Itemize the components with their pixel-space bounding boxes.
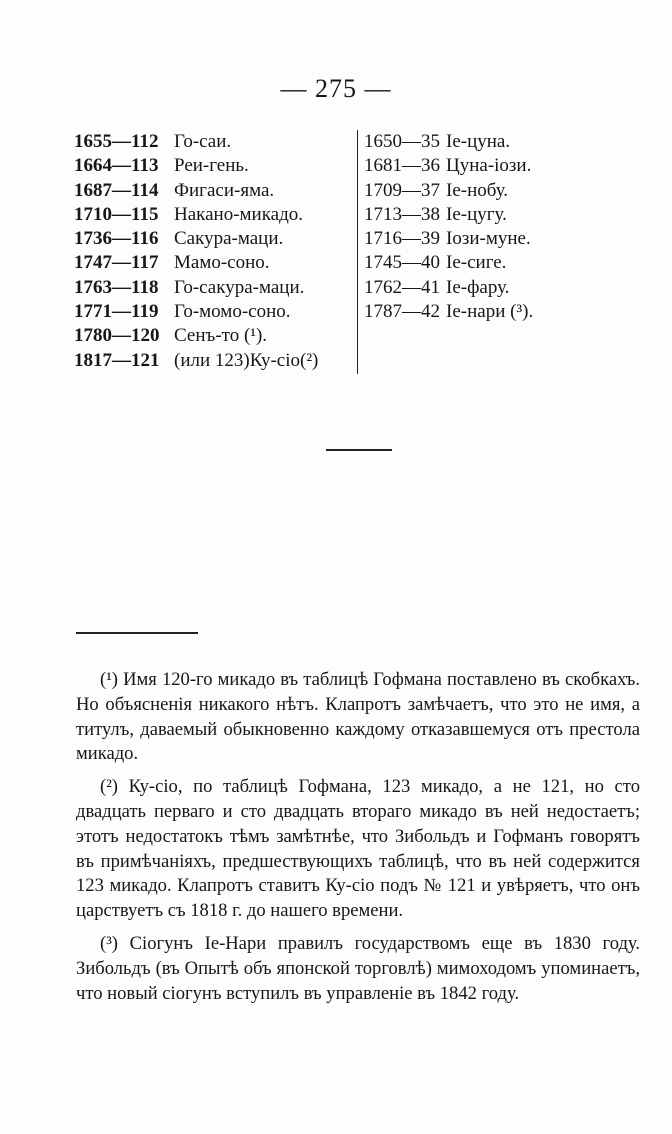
name-cell: Іе-сиге. [446,252,507,274]
name-cell: Іози-муне. [446,228,531,250]
year-cell: 1713—38 [364,203,440,225]
footnotes [76,668,640,1014]
table-row [74,349,356,373]
name-cell: Го-саи. [174,131,232,152]
table-row [74,179,356,203]
name-cell: Мамо-соно. [174,252,270,274]
year-cell: 1771—119 [74,301,159,323]
table-row [74,276,356,300]
table-row [74,203,356,227]
year-cell: 1655—112 [74,131,159,152]
name-cell: Цуна-іози. [446,155,532,177]
name-cell: Іе-цугу. [446,203,507,225]
footnote-marker: (³) [100,932,118,954]
footnote-text: Сіогунъ Іе-Нари правилъ государствомъ еще въ 1830 году. Зибольдъ (въ Опытѣ объ японской торговлѣ) мимоходомъ упоминаетъ, что новый сіогунъ вступилъ въ управленіе въ 1842 году. [76,932,640,1004]
year-cell: 1681—36 [364,155,440,177]
table-row [364,276,594,300]
year-cell: 1745—40 [364,252,440,274]
name-cell: Го-момо-соно. [174,301,291,323]
page-number: — 275 — [280,74,392,103]
footnote-text: Имя 120-го микадо въ таблицѣ Гофмана поставлено въ скобкахъ. Но объясненія никакого нѣтъ. Клапротъ замѣчаетъ, что это не имя, а титулъ, даваемый обыкновенно каждому отказавшемуся отъ престола микадо. [76,669,640,765]
name-cell: Накано-микадо. [174,203,304,225]
name-cell: Іе-нобу. [446,179,509,201]
year-cell: 1709—37 [364,179,440,201]
section-rule [326,449,392,451]
footnote-2 [76,775,640,924]
year-cell: 1763—118 [74,276,159,298]
year-cell: 1780—120 [74,325,160,347]
table-row [74,300,356,324]
footnote-marker: (¹) [100,669,118,690]
year-cell: 1747—117 [74,252,159,274]
year-cell: 1687—114 [74,179,159,201]
shogun-column [364,130,594,324]
column-divider [357,130,358,374]
table-row [74,130,356,154]
table-row [364,154,594,178]
footnote-1 [76,668,640,767]
table-row [364,179,594,203]
table-row [74,324,356,348]
name-cell: Сенъ-то (¹). [174,325,268,347]
year-cell: 1650—35 [364,131,440,152]
table-row [364,300,594,324]
name-cell: Іе-нари (³). [446,301,534,323]
year-cell: 1817—121 [74,349,160,371]
name-cell: Реи-гень. [174,155,249,177]
table-row [364,130,594,154]
table-row [364,227,594,251]
footnote-3 [76,932,640,1006]
year-cell: 1762—41 [364,276,440,298]
footnote-marker: (²) [100,776,118,798]
year-cell: 1716—39 [364,228,440,250]
name-cell: Го-сакура-маци. [174,276,305,298]
name-cell: Фигаси-яма. [174,179,275,201]
name-cell: (или 123)Ку-сіо(²) [174,349,319,371]
table-row [364,251,594,275]
table-row [364,203,594,227]
table-row [74,227,356,251]
name-cell: Сакура-маци. [174,228,284,250]
year-cell: 1787—42 [364,301,440,323]
table-row [74,251,356,275]
mikado-column [74,130,356,373]
table-row [74,154,356,178]
name-cell: Іе-фару. [446,276,510,298]
footnote-text: Ку-сіо, по таблицѣ Гофмана, 123 микадо, а не 121, но сто двадцать перваго и сто двадцать втораго микадо въ ней недостаетъ; этотъ недостатокъ тѣмъ замѣтнѣе, что Зибольдъ и Гофманъ говорятъ въ примѣчаніяхъ, предшествующихъ таблицѣ, что въ ней содержится 123 микадо. Клапротъ ставитъ Ку-сіо подъ № 121 и увѣряетъ, что онъ царствуетъ съ 1818 г. до нашего времени. [76,776,640,922]
year-cell: 1664—113 [74,155,159,177]
footnote-rule [76,632,198,634]
year-cell: 1710—115 [74,203,159,225]
year-cell: 1736—116 [74,228,159,250]
name-cell: Іе-цуна. [446,131,511,152]
